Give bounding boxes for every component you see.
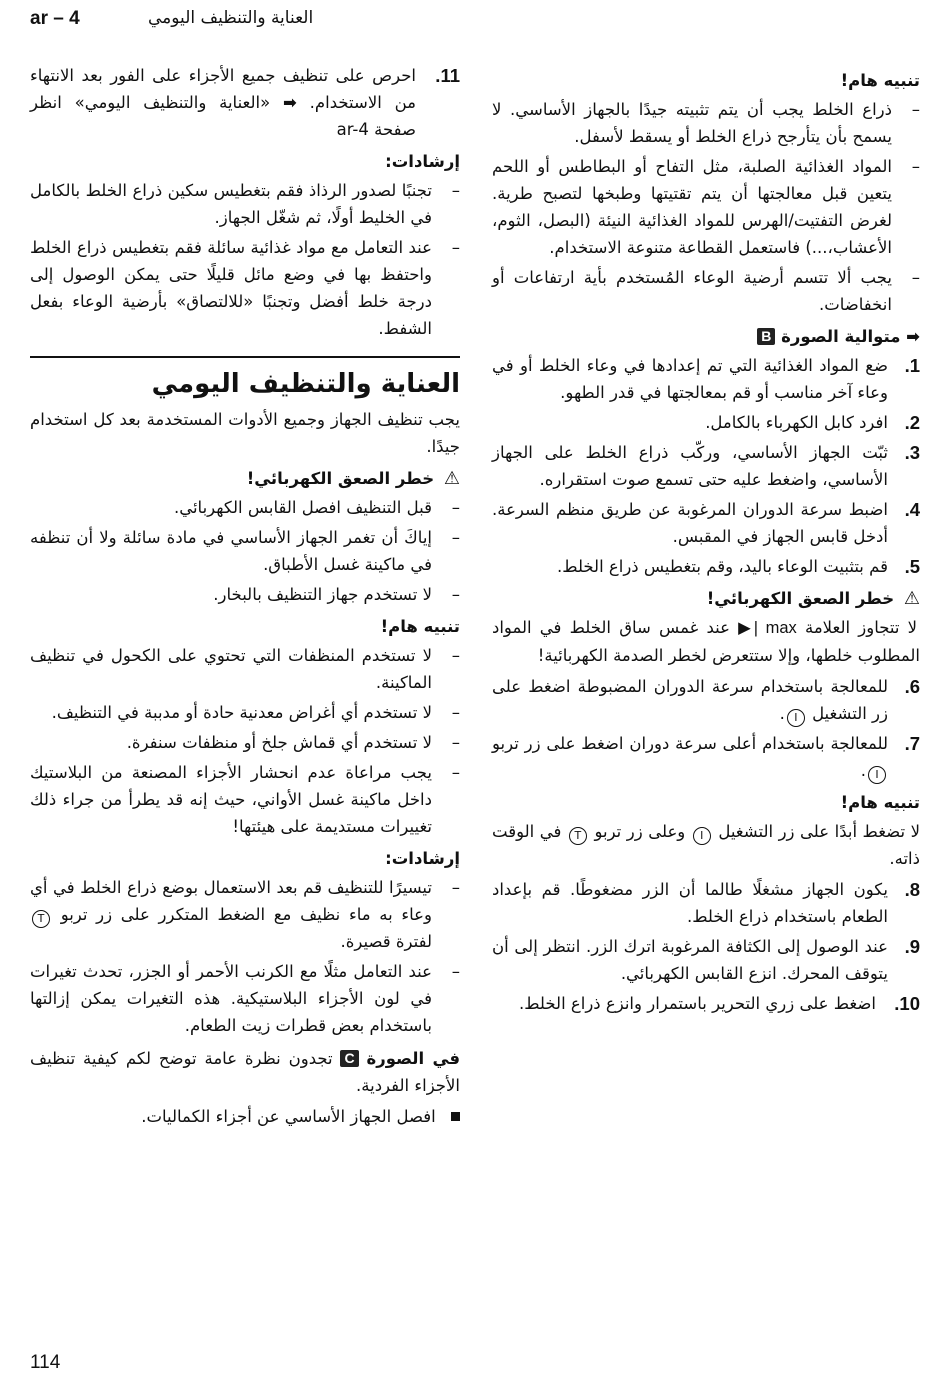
- page-header: [30, 6, 920, 32]
- caution2-heading: تنبيه هام!: [840, 793, 920, 812]
- turbo-button-icon: T: [569, 827, 587, 845]
- tips2-heading: إرشادات:: [385, 849, 460, 868]
- step-item: [492, 730, 920, 784]
- step-text: عند الوصول إلى الكثافة المرغوبة اترك الزر. انتظر إلى أن يتوقف المحرك. انزع القابس الكهربائي.: [492, 937, 888, 983]
- step-number: 9.: [904, 936, 920, 957]
- step-text-end: .: [860, 761, 866, 780]
- step-text-end: .: [779, 704, 785, 723]
- caution2-text-before: لا تضغط أبدًا على زر التشغيل: [718, 822, 921, 841]
- steps-list-a: [492, 352, 920, 580]
- step-number: 8.: [904, 879, 920, 900]
- warning-icon: ⚠: [443, 468, 460, 489]
- list-item: – يجب ألا تتسم أرضية الوعاء المُستخدم بأية ارتفاعات أو انخفاضات.: [492, 264, 920, 318]
- shock-list: [30, 494, 460, 608]
- list-item: – لا تستخدم المنظفات التي تحتوي على الكحول في تنظيف الماكينة.: [30, 642, 460, 696]
- tip-text-before: تيسيرًا للتنظيف قم بعد الاستعمال بوضع ذراع الخلط في أي وعاء به ماء نظيف مع الضغط المتكرر على زر تربو: [30, 878, 432, 924]
- shock-heading-text: خطر الصعق الكهربائي!: [246, 469, 435, 488]
- step-text: افرد كابل الكهرباء بالكامل.: [705, 413, 888, 432]
- steps-list-6-7: [492, 673, 920, 784]
- step-text: ثبّت الجهاز الأساسي، وركّب ذراع الخلط على الجهاز الأساسي، واضغط عليه حتى تسمع صوت استقراره.: [492, 443, 888, 489]
- list-item: – تجنبًا لصدور الرذاذ فقم بتغطيس سكين ذراع الخلط بالكامل في الخليط أولًا، ثم شغّل الجهاز.: [30, 177, 460, 231]
- step-text: اضغط على زري التحرير باستمرار وانزع ذراع الخلط.: [519, 994, 876, 1013]
- list-item: – لا تستخدم أي قماش جلخ أو منظفات سنفرة.: [30, 729, 460, 756]
- step-item: [492, 673, 920, 727]
- square-bullet-icon: [451, 1112, 460, 1121]
- overview-prefix: في الصورة: [366, 1049, 460, 1068]
- max-mark: ▶| max: [738, 619, 797, 637]
- list-item: – قبل التنظيف افصل القابس الكهربائي.: [30, 494, 460, 521]
- caution2-text-mid: وعلى زر تربو: [594, 822, 686, 841]
- shock-text-after: عند غمس ساق الخلط في المواد المطلوب خلطها، وإلا ستتعرض لخطر الصدمة الكهربائية!: [492, 618, 920, 665]
- arrow-icon: ➡: [283, 93, 297, 112]
- caution-heading: تنبيه هام!: [840, 71, 920, 90]
- step-text-ref: «العناية والتنظيف اليومي» انظر صفحة ar-4: [30, 93, 416, 139]
- list-item: [30, 874, 460, 955]
- caution2-text-after: في الوقت ذاته.: [492, 822, 920, 868]
- sequence-prefix: متوالية الصورة: [781, 327, 901, 346]
- step-text: يكون الجهاز مشغلًا طالما أن الزر مضغوطًا. قم بإعداد الطعام باستخدام ذراع الخلط.: [492, 880, 888, 926]
- left-column: [30, 62, 460, 1134]
- step-item: [492, 990, 920, 1017]
- figure-badge-c: C: [340, 1050, 358, 1067]
- step-number: 1.: [904, 355, 920, 376]
- shock-heading-text: خطر الصعق الكهربائي!: [706, 589, 895, 608]
- step-number: 3.: [904, 442, 920, 463]
- turbo-button-icon: T: [32, 910, 50, 928]
- list-item: – ذراع الخلط يجب أن يتم تثبيته جيدًا بالجهاز الأساسي. لا يسمح بأن يتأرجح ذراع الخلط أو يسقط لأسفل.: [492, 96, 920, 150]
- tips2-list: [30, 874, 460, 1039]
- right-column: [492, 62, 920, 1020]
- overview-paragraph: [30, 1045, 460, 1099]
- list-item: – عند التعامل مع مواد غذائية سائلة فقم بتغطيس ذراع الخلط واحتفظ بها في وضع مائل قليلًا حتى يمكن الوصول إلى درجة خلط أفضل وتجنبًا «للالتصاق» بأرضية الوعاء بفعل الشفط.: [30, 234, 460, 342]
- step-item: [492, 933, 920, 987]
- list-item: – المواد الغذائية الصلبة، مثل التفاح أو البطاطس أو اللحم يتعين قبل معالجتها أن يتم تقتيتها وطبخها لتصبح طرية. لغرض التفتيت/الهرس للمواد الغذائية النيئة (البصل، الثوم، الأعشاب،...) فاستعمل القطاعة متنوعة الاستخدام.: [492, 153, 920, 261]
- step-item: [492, 439, 920, 493]
- caution-list: [30, 642, 460, 840]
- shock-heading: [492, 586, 920, 612]
- tip-text-after: لفترة قصيرة.: [340, 932, 432, 951]
- arrow-icon: ➡: [906, 327, 920, 346]
- steps-list-b: [492, 876, 920, 1017]
- list-item: – يجب مراعاة عدم انحشار الأجزاء المصنعة من البلاستيك داخل ماكينة غسل الأواني، حيث إنه قد يطرأ من جراء ذلك تغييرات مستديمة على هيئتها!: [30, 759, 460, 840]
- caution-list: [492, 96, 920, 318]
- sequence-heading: [492, 324, 920, 350]
- step-number: 5.: [904, 556, 920, 577]
- step-text: اضبط سرعة الدوران المرغوبة عن طريق منظم السرعة. أدخل قابس الجهاز في المقبس.: [492, 500, 888, 546]
- tips-list: [30, 177, 460, 342]
- step-text: احرص على تنظيف جميع الأجزاء على الفور بعد الانتهاء من الاستخدام.: [30, 66, 416, 112]
- warning-icon: ⚠: [903, 588, 920, 609]
- square-item: [30, 1103, 460, 1130]
- max-mark-label: max: [765, 619, 797, 637]
- step-11-list: [30, 62, 460, 143]
- care-section-title: العناية والتنظيف اليومي: [151, 369, 460, 399]
- page-reference: ar – 4: [30, 8, 80, 29]
- list-item: – عند التعامل مثلًا مع الكرنب الأحمر أو الجزر، تحدث تغيرات في لون الأجزاء البلاستيكية. هذه التغيرات يمكن إزالتها باستخدام بعض قطرات زيت الطعام.: [30, 958, 460, 1039]
- step-text: قم بتثبيت الوعاء باليد، وقم بتغطيس ذراع الخلط.: [557, 557, 888, 576]
- caution-heading: تنبيه هام!: [380, 617, 460, 636]
- step-text: للمعالجة باستخدام أعلى سرعة دوران اضغط على زر تربو: [492, 734, 888, 753]
- header-section-title: العناية والتنظيف اليومي: [148, 8, 314, 28]
- step-item: [492, 553, 920, 580]
- shock-paragraph: [492, 614, 920, 669]
- step-number: 2.: [904, 412, 920, 433]
- shock-heading: [30, 466, 460, 492]
- step-item: [30, 62, 460, 143]
- caution2-paragraph: [492, 818, 920, 872]
- power-button-icon: I: [787, 709, 805, 727]
- step-number: 6.: [904, 676, 920, 697]
- step-number: 11.: [435, 65, 460, 86]
- step-item: [492, 496, 920, 550]
- section-divider: [30, 356, 460, 358]
- power-button-icon: I: [868, 766, 886, 784]
- step-item: [492, 876, 920, 930]
- list-item: – لا تستخدم أي أغراض معدنية حادة أو مدببة في التنظيف.: [30, 699, 460, 726]
- tips-heading: إرشادات:: [385, 152, 460, 171]
- step-number: 7.: [904, 733, 920, 754]
- step-number: 4.: [904, 499, 920, 520]
- square-item-text: افصل الجهاز الأساسي عن أجزاء الكماليات.: [141, 1107, 436, 1126]
- step-number: 10.: [894, 993, 920, 1014]
- step-item: [492, 352, 920, 406]
- page-number: 114: [30, 1352, 61, 1373]
- power-button-icon: I: [693, 827, 711, 845]
- care-intro: يجب تنظيف الجهاز وجميع الأدوات المستخدمة بعد كل استخدام جيدًا.: [30, 410, 460, 456]
- step-text: ضع المواد الغذائية التي تم إعدادها في وعاء الخلط أو في وعاء آخر مناسب أو قم بمعالجتها في قدر الطهو.: [492, 356, 888, 402]
- shock-text-before: لا تتجاوز العلامة: [805, 618, 918, 637]
- step-text: للمعالجة باستخدام سرعة الدوران المضبوطة اضغط على زر التشغيل: [492, 677, 888, 723]
- figure-badge-b: B: [757, 328, 775, 345]
- list-item: – إياكَ أن تغمر الجهاز الأساسي في مادة سائلة ولا أن تنظفه في ماكينة غسل الأطباق.: [30, 524, 460, 578]
- overview-text: تجدون نظرة عامة توضح لكم كيفية تنظيف الأجزاء الفردية.: [30, 1049, 460, 1095]
- step-item: [492, 409, 920, 436]
- list-item: – لا تستخدم جهاز التنظيف بالبخار.: [30, 581, 460, 608]
